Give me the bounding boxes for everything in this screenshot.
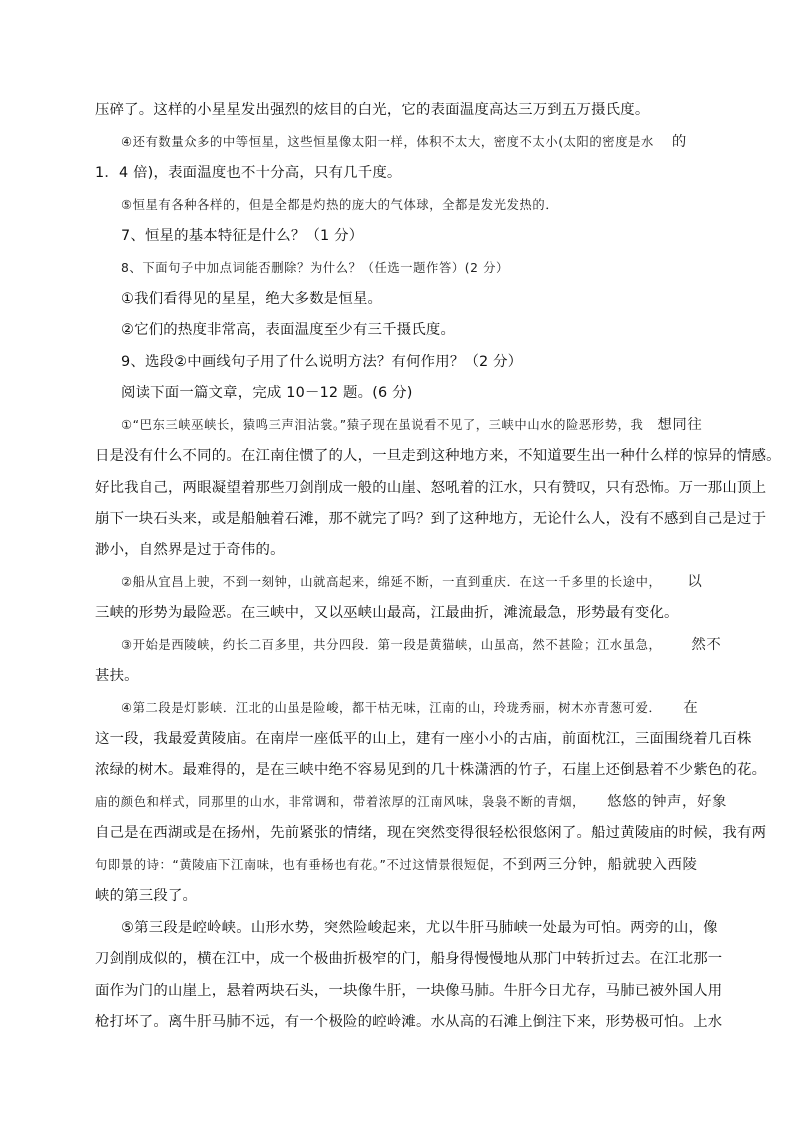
text-segment: 的 bbox=[671, 134, 687, 150]
text-line: 压碎了。这样的小星星发出强烈的炫目的白光，它的表面温度高达三万到五万摄氏度。 bbox=[95, 102, 650, 118]
text-line: 1．4 倍)，表面温度也不十分高，只有几千度。 bbox=[95, 165, 402, 181]
question-9: 9、选段②中画线句子用了什么说明方法？有何作用？（2 分） bbox=[121, 354, 523, 370]
text-segment: ①“巴东三峡巫峡长，猿鸣三声泪沾裳。”猿子现在虽说看不见了，三峡中山水的险恶形势，我 bbox=[121, 418, 644, 432]
text-line: 三峡的形势为最险恶。在三峡中，又以巫峡山最高，江最曲折，滩流最急，形势最有变化。 bbox=[95, 605, 679, 621]
text-segment: 在 bbox=[683, 700, 699, 716]
question-8: 8、下面句子中加点词能否删除？为什么？（任选一题作答）(2 分） bbox=[121, 261, 509, 275]
text-line-mixed bbox=[95, 792, 735, 812]
text-segment: 然不 bbox=[691, 637, 722, 653]
text-segment: 句即景的诗：“黄陵庙下江南味，也有垂杨也有花。”不过这情景很短促， bbox=[95, 858, 503, 872]
text-segment: ②船从宜昌上驶，不到一刻钟，山就高起来，绵延不断，一直到重庆．在这一千多里的长途中， bbox=[121, 575, 662, 589]
text-segment: 悠悠的钟声，好象 bbox=[607, 794, 728, 810]
article-paragraph-5-line-1: ⑤第三段是崆岭峡。山形水势，突然险峻起来，尤以牛肝马肺峡一处最为可怕。两旁的山，像 bbox=[121, 920, 718, 936]
article-paragraph-3-line-1 bbox=[121, 635, 735, 655]
paragraph-5: ⑤恒星有各种各样的，但是全都是灼热的庞大的气体球，全都是发光发热的． bbox=[121, 198, 559, 212]
text-line: 枪打坏了。离牛肝马肺不远，有一个极险的崆岭滩。水从高的石滩上倒注下来，形势极可怕。上水 bbox=[95, 1014, 723, 1030]
text-line: 崩下一块石头来，或是船触着石滩，那不就完了吗？到了这种地方，无论什么人，没有不感到自己是过于 bbox=[95, 511, 767, 527]
text-segment: 以 bbox=[687, 574, 703, 590]
article-paragraph-1-line-1 bbox=[121, 415, 735, 435]
question-8-option-2: ②它们的热度非常高，表面温度至少有三千摄氏度。 bbox=[121, 322, 456, 338]
text-line: 甚扶。 bbox=[95, 668, 139, 684]
article-paragraph-4-line-1 bbox=[121, 698, 735, 718]
text-line: 渺小，自然界是过于奇伟的。 bbox=[95, 542, 285, 558]
text-line: 刀剑削成似的，横在江中，成一个极曲折极窄的门，船身得慢慢地从那门中转折过去。在江北那一 bbox=[95, 951, 723, 967]
text-line: 这一段，我最爱黄陵庙。在南岸一座低平的山上，建有一座小小的古庙，前面枕江，三面围绕着几百株 bbox=[95, 731, 752, 747]
paragraph-4-line-1 bbox=[121, 132, 735, 152]
text-segment: ④第二段是灯影峡．江北的山虽是险峻，都干枯无味，江南的山，玲珑秀丽，树木亦青葱可爱． bbox=[121, 701, 662, 715]
article-paragraph-2-line-1 bbox=[121, 572, 735, 592]
text-line-mixed bbox=[95, 855, 735, 875]
question-7: 7、恒星的基本特征是什么？（1 分） bbox=[121, 228, 364, 244]
reading-instruction: 阅读下面一篇文章，完成 10－12 题。(6 分) bbox=[121, 385, 413, 401]
text-line: 日是没有什么不同的。在江南住惯了的人，一旦走到这种地方来，不知道要生出一种什么样的惊异的情感。 bbox=[95, 448, 781, 464]
text-segment: 不到两三分钟，船就驶入西陵 bbox=[502, 857, 698, 873]
question-8-option-1: ①我们看得见的星星，绝大多数是恒星。 bbox=[121, 291, 383, 307]
text-line: 好比我自己，两眼凝望着那些刀剑削成一般的山崖、怒吼着的江水，只有赞叹，只有恐怖。万一那山顶上 bbox=[95, 480, 767, 496]
text-line: 自己是在西湖或是在扬州，先前紧张的情绪，现在突然变得很轻松很悠闲了。船过黄陵庙的时候，我有两 bbox=[95, 825, 767, 841]
text-line: 峡的第三段了。 bbox=[95, 888, 198, 904]
text-line: 浓绿的树木。最难得的，是在三峡中绝不容易见到的几十株潇洒的竹子，石崖上还倒悬着不少紫色的花。 bbox=[95, 762, 767, 778]
text-segment: 想同往 bbox=[657, 417, 703, 433]
text-segment: ④还有数量众多的中等恒星，这些恒星像太阳一样，体积不太大，密度不太小(太阳的密度是水 bbox=[121, 135, 654, 149]
text-segment: 庙的颜色和样式，同那里的山水，非常调和，带着浓厚的江南风味，袅袅不断的青烟， bbox=[95, 795, 586, 809]
text-segment: ③开始是西陵峡，约长二百多里，共分四段．第一段是黄猫峡，山虽高，然不甚险；江水虽急， bbox=[121, 638, 662, 652]
text-line: 面作为门的山崖上，悬着两块石头，一块像牛肝，一块像马肺。牛肝今日尤存，马肺已被外国人用 bbox=[95, 983, 723, 999]
